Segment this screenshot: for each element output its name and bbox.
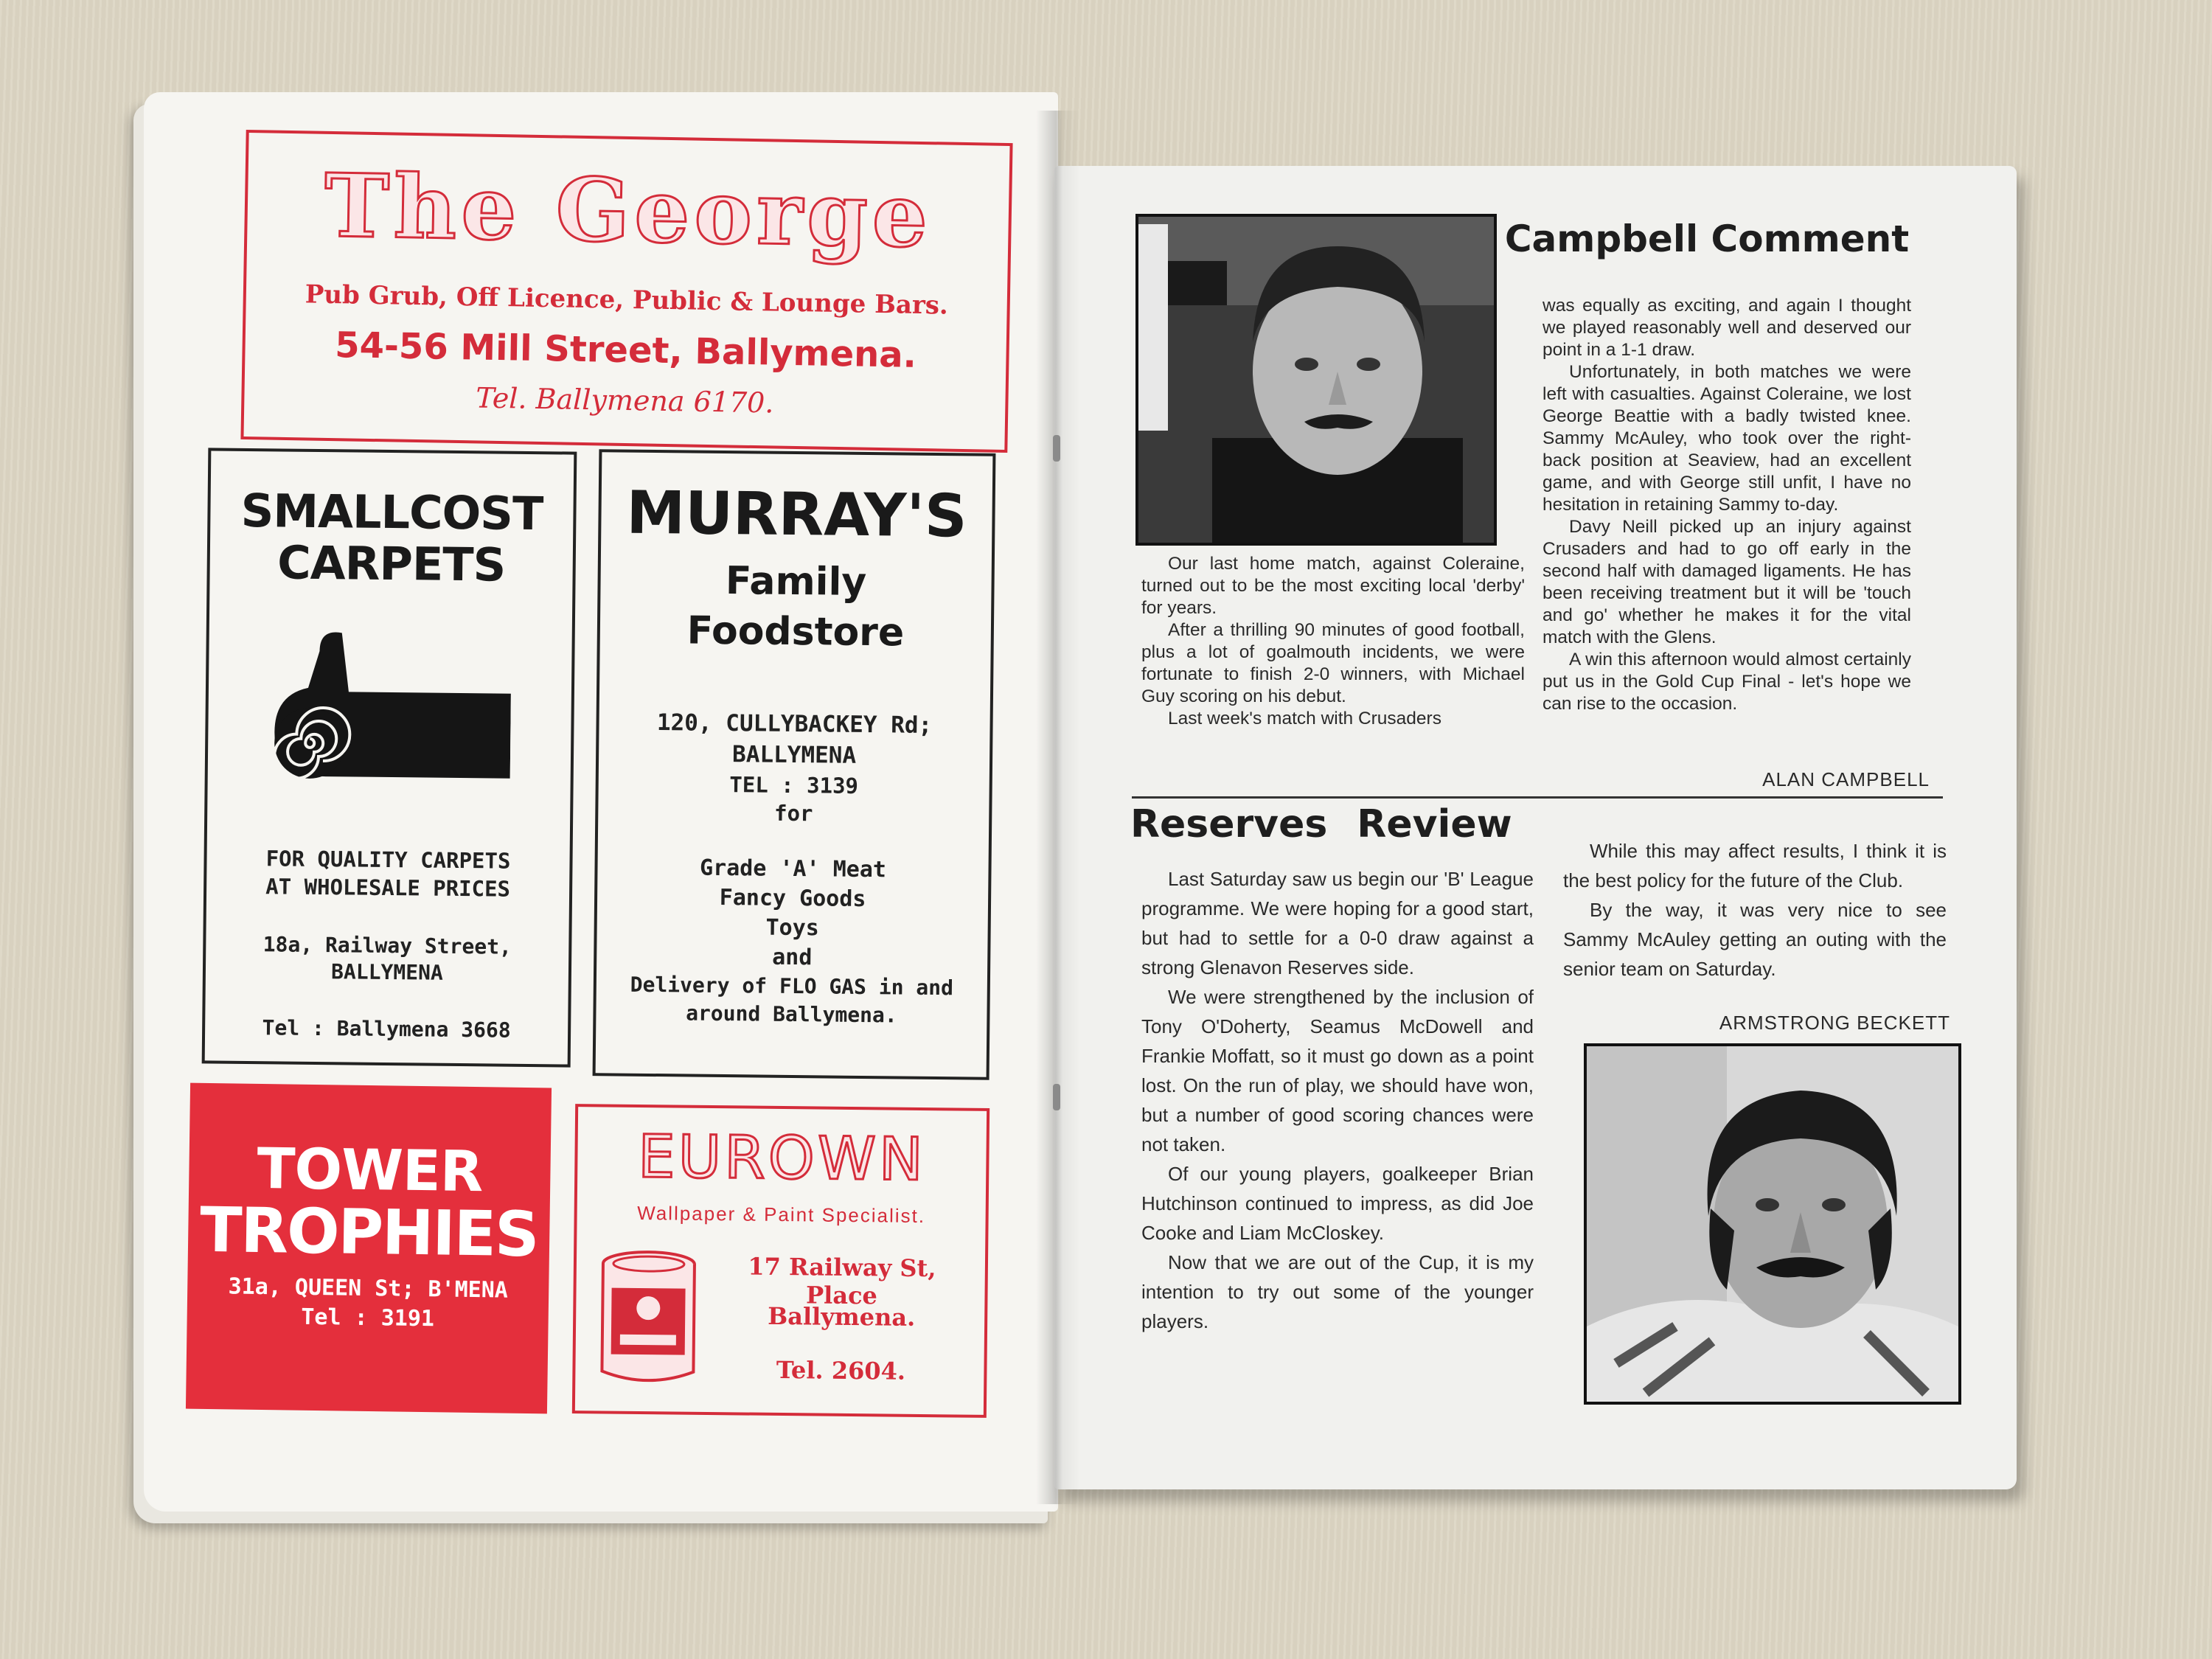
campbell-comment-heading: Campbell Comment [1504,218,1910,260]
reserves-paragraph: We were strengthened by the inclusion of Tony O'Doherty, Seamus McDowell and Frankie Moffatt, so it must go down as a point lost. On the run of play, we should have won, but a number of good scoring chances were not taken. [1141,986,1534,1155]
smallcost-tel: Tel : Ballymena 3668 [262,1015,511,1043]
tower-address: 31a, QUEEN St; B'MENA [228,1273,509,1304]
campbell-paragraph: Davy Neill picked up an injury against Crusaders and had to go off early in the second half with damaged ligaments. He has been receiving treatment but it will be 'touch and go' whether he makes it for the vital match with the Glens. [1543,517,1911,647]
murrays-item1: Grade 'A' Meat [699,855,887,883]
reserves-paragraph: Last Saturday saw us begin our 'B' League programme. We were hoping for a good start, but had to settle for a 0-0 draw against a strong Glenavon Reserves side. [1141,868,1534,978]
murrays-delivery-line2: around Ballymena. [685,1001,897,1028]
campbell-paragraph: was equally as exciting, and again I thought we played reasonably well and deserved our point in a 1-1 draw. [1543,296,1911,360]
eurown-address-line1: 17 Railway St, Place [748,1252,936,1310]
smallcost-address-line2: BALLYMENA [330,959,443,985]
the-george-title: The George [323,153,933,268]
murrays-item2: Fancy Goods [719,884,866,913]
campbell-paragraph: Our last home match, against Coleraine, turned out to be the most exciting local 'derby' for years. [1141,554,1525,618]
reserves-paragraph: While this may affect results, I think it is the best policy for the future of the Club. [1563,840,1947,891]
staple [1053,1084,1060,1110]
eurown-tel: Tel. 2604. [776,1355,906,1385]
murrays-delivery-line1: Delivery of FLO GAS in and [630,972,954,1001]
murrays-tel: TEL : 3139 [729,772,859,799]
booklet-spine [1036,111,1080,1504]
eurown-tagline: Wallpaper & Paint Specialist. [637,1201,926,1228]
campbell-paragraph: Unfortunately, in both matches we were left with casualties. Against Coleraine, we lost George Beattie with a badly twisted knee. Sammy McAuley, who took over the right-back position at Seaview, had an excellent game, and with George still unfit, I have no hesitation in retaining Sammy to-day. [1543,362,1911,515]
smallcost-slogan-line1: FOR QUALITY CARPETS [265,846,511,874]
campbell-column-1 [1141,553,1525,730]
campbell-paragraph: After a thrilling 90 minutes of good football, plus a lot of goalmouth incidents, we were fortunate to finish 2-0 winners, with Michael Guy scoring on his debut. [1141,620,1525,706]
murrays-name: MURRAY'S [626,478,968,551]
tower-name-line2: TROPHIES [199,1193,539,1271]
tower-name-line1: TOWER [257,1135,483,1205]
smallcost-name-line2: CARPETS [276,535,506,592]
section-divider [1132,796,1943,799]
campbell-signature: ALAN CAMPBELL [1762,768,1930,790]
reserves-column-1 [1141,864,1534,1336]
murrays-and: and [771,944,813,971]
paint-tin-icon [596,1247,700,1388]
reserves-heading-word1: Reserves [1130,802,1328,846]
reserves-heading-word2: Review [1357,802,1512,846]
tower-trophies-ad [186,1083,552,1414]
the-george-address: 54-56 Mill Street, Ballymena. [334,324,917,376]
murrays-sub-line1: Family [725,559,867,605]
campbell-paragraph: Last week's match with Crusaders [1168,709,1441,728]
the-george-tel: Tel. Ballymena 6170. [476,381,774,420]
staple [1053,435,1060,462]
reserves-review-heading [1130,802,1543,846]
reserves-paragraph: Of our young players, goalkeeper Brian Hutchinson continued to impress, as did Joe Cooke and Liam McCloskey. [1141,1163,1534,1244]
campbell-paragraph: A win this afternoon would almost certainly put us in the Gold Cup Final - let's hope we can rise to the occasion. [1543,650,1911,714]
smallcost-slogan-line2: AT WHOLESALE PRICES [265,874,511,902]
smallcost-carpets-ad [202,448,577,1067]
murrays-sub-line2: Foodstore [686,608,905,655]
carpet-roll-icon [266,628,511,800]
armstrong-beckett-photo [1584,1043,1961,1405]
murrays-item3: Toys [765,914,819,942]
the-george-tagline: Pub Grub, Off Licence, Public & Lounge Bars. [305,279,949,321]
campbell-column-2 [1543,295,1911,715]
the-george-ad [240,130,1012,453]
eurown-ad [572,1104,990,1418]
tower-tel: Tel : 3191 [301,1304,435,1332]
alan-campbell-photo [1135,214,1497,546]
murrays-address-line2: BALLYMENA [731,741,857,769]
murrays-address-line1: 120, CULLYBACKEY Rd; [656,709,933,739]
reserves-paragraph: Now that we are out of the Cup, it is my intention to try out some of the younger players. [1141,1251,1534,1332]
smallcost-address-line1: 18a, Railway Street, [262,932,512,959]
murrays-for: for [773,800,813,827]
eurown-address-line2: Ballymena. [767,1301,916,1332]
reserves-paragraph: By the way, it was very nice to see Sammy McAuley getting an outing with the senior team on Saturday. [1563,899,1947,980]
smallcost-name-line1: SMALLCOST [240,483,543,541]
reserves-column-2 [1563,836,1947,984]
eurown-logo: EUROWN [637,1121,927,1194]
reserves-signature: ARMSTRONG BECKETT [1719,1012,1950,1034]
murrays-foodstore-ad [593,449,996,1080]
